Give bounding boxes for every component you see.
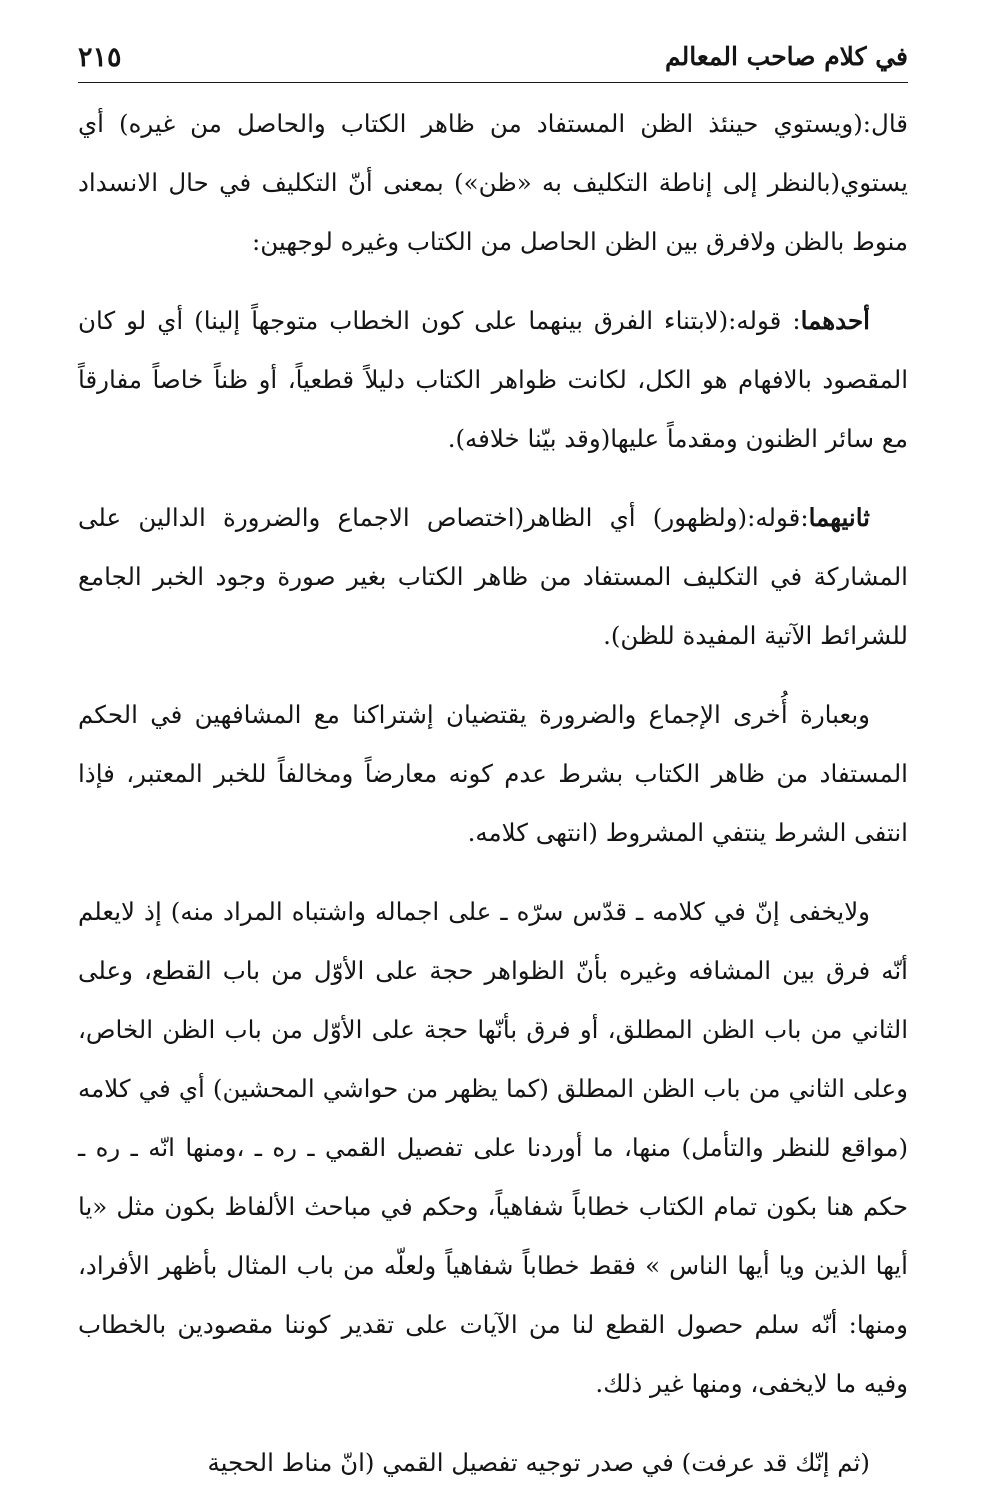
paragraph-6-text: (ثم إنّك قد عرفت) في صدر توجيه تفصيل القمي (انّ مناط الحجية bbox=[207, 1448, 870, 1477]
paragraph-5 bbox=[78, 882, 908, 1413]
paragraph-2-text: : قوله:(لابتناء الفرق بينهما على كون الخطاب متوجهاً إلينا) أي لو كان المقصود بالافهام هو الكل، لكانت ظواهر الكتاب دليلاً قطعياً، أو ظناً خاصاً مفارقاً مع سائر الظنون ومقدماً عليها(وقد بيّنا خلافه). bbox=[78, 306, 908, 453]
running-title: في كلام صاحب المعالم bbox=[665, 42, 908, 71]
paragraph-2 bbox=[78, 291, 908, 468]
page-number: ٢١٥ bbox=[78, 42, 122, 73]
paragraph-4-text: وبعبارة أُخرى الإجماع والضرورة يقتضيان إشتراكنا مع المشافهين في الحكم المستفاد من ظاهر الكتاب بشرط عدم كونه معارضاً ومخالفاً للخبر المعتبر، فإذا انتفى الشرط ينتفي المشروط (انتهى كلامه. bbox=[78, 700, 908, 847]
running-header bbox=[78, 38, 908, 83]
paragraph-3-lead: ثانيهما bbox=[808, 503, 870, 532]
book-page bbox=[78, 0, 908, 1477]
paragraph-3 bbox=[78, 488, 908, 665]
paragraph-6 bbox=[78, 1433, 908, 1492]
paragraph-4 bbox=[78, 685, 908, 862]
paragraph-1-text: قال:(ويستوي حينئذ الظن المستفاد من ظاهر الكتاب والحاصل من غيره) أي يستوي(بالنظر إلى إناطة التكليف به «ظن») بمعنى أنّ التكليف في حال الانسداد منوط بالظن ولافرق بين الظن الحاصل من الكتاب وغيره لوجهين: bbox=[78, 109, 908, 256]
body-text bbox=[78, 94, 908, 1512]
paragraph-5-text: ولايخفى إنّ في كلامه ـ قدّس سرّه ـ على اجماله واشتباه المراد منه) إذ لايعلم أنّه فرق بين المشافه وغيره بأنّ الظواهر حجة على الأوّل من باب القطع، وعلى الثاني من باب الظن المطلق، أو فرق بأنّها حجة على الأوّل من باب الظن الخاص، وعلى الثاني من باب الظن المطلق (كما يظهر من حواشي المحشين) أي في كلامه (مواقع للنظر والتأمل) منها، ما أوردنا على تفصيل القمي ـ ره ـ ،ومنها انّه ـ ره ـ حكم هنا بكون تمام الكتاب خطاباً شفاهياً، وحكم في مباحث الألفاظ بكون مثل «يا أيها الذين ويا أيها الناس » فقط خطاباً شفاهياً ولعلّه من باب المثال بأظهر الأفراد، ومنها: أنّه سلم حصول القطع لنا من الآيات على تقدير كوننا مقصودين بالخطاب وفيه ما لايخفى، ومنها غير ذلك. bbox=[78, 897, 908, 1398]
paragraph-3-text: :قوله:(ولظهور) أي الظاهر(اختصاص الاجماع والضرورة الدالين على المشاركة في التكليف المستفاد من ظاهر الكتاب بغير صورة وجود الخبر الجامع للشرائط الآتية المفيدة للظن). bbox=[78, 503, 908, 650]
paragraph-2-lead: أحدهما bbox=[800, 306, 870, 335]
paragraph-1 bbox=[78, 94, 908, 271]
